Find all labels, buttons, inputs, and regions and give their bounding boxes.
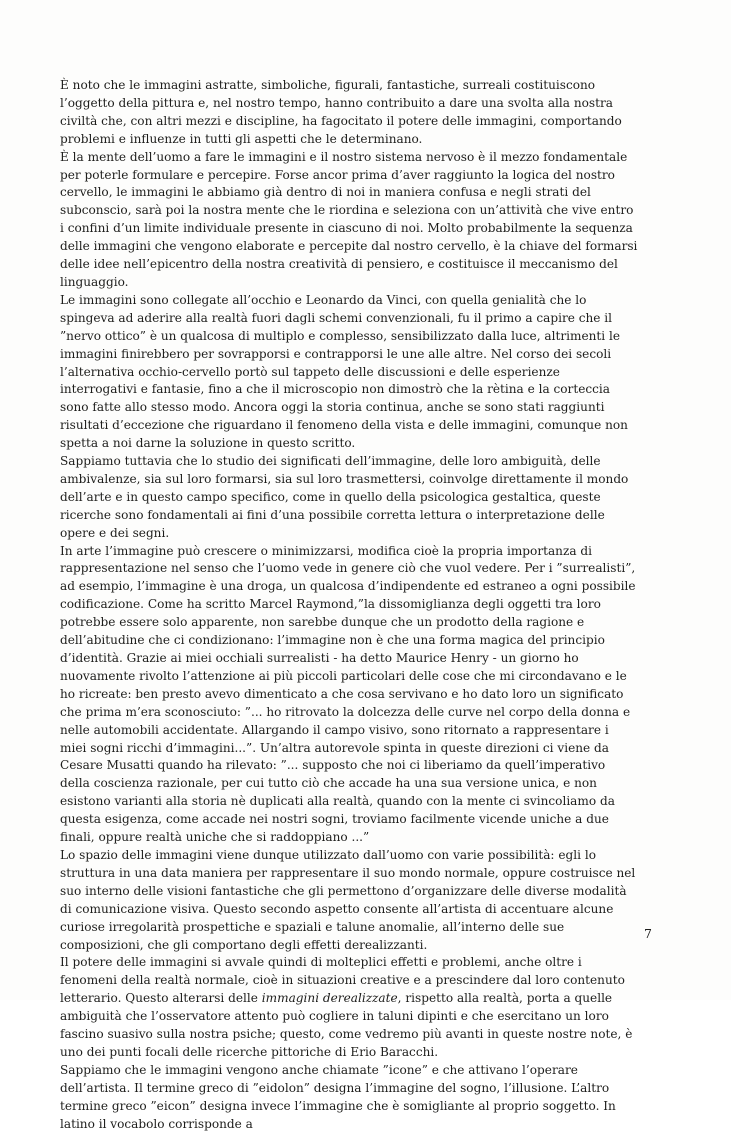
paragraph-1: È noto che le immagini astratte, simboliche, figurali, fantastiche, surreali costituiscono l’oggetto della pittura e, nel nostro tempo, hanno contribuito a dare una svolta alla nostra civiltà che, con altri mezzi e discipline, ha fagocitato il potere delle immagini, comportando problemi e influenze in tutti gli aspetti che le determinano. — [60, 78, 622, 146]
paragraph-8: Sappiamo che le immagini vengono anche chiamate ”icone” e che attivano l’operare dell’artista. Il termine greco di ”eidolon” designa l’immagine del sogno, l’illusione. L’altro termine greco ”eicon” designa invece l’immagine che è somigliante al proprio soggetto. In latino il vocabolo corrisponde a — [60, 1062, 616, 1131]
italic-phrase: immagini derealizzate — [261, 991, 398, 1006]
paragraph-5: In arte l’immagine può crescere o minimizzarsi, modifica cioè la propria importanza di rappresentazione nel senso che l’uomo vede in genere ciò che vuol vedere. Per i ”surrealisti”, ad esempio, l’immagine è una droga, un qualcosa d’indipendente ed estraneo a ogni possibile codificazione. Come ha scritto Marcel Raymond,”la dissomiglianza degli oggetti tra loro potrebbe essere solo apparente, non sarebbe dunque che un prodotto della ragione e dell’abitudine che ci condizionano: l’immagine non è che una forma magica del principio d’identità. Grazie ai miei occhiali surrealisti - ha detto Maurice Henry - un giorno ho nuovamente rivolto l’attenzione ai più piccoli particolari delle cose che mi circondavano e le ho ricreate: ben presto avevo dimenticato a che cosa servivano e ho dato loro un significato che prima m’era sconosciuto: ”... ho ritrovato la dolcezza delle curve nel corpo della donna e nelle automobili accidentate. Allargando il campo visivo, sono ritornato a rappresentare i miei sogni ricchi d’immagini...”. Un’altra autorevole spinta in queste direzioni ci viene da Cesare Musatti quando ha rilevato: ”... supposto che noi ci liberiamo da quell’imperativo della coscienza razionale, per cui tutto ciò che accade ha una sua versione unica, e non esistono varianti alla storia nè duplicati alla realtà, quando con la mente ci svincoliamo da questa esigenza, come accade nei nostri sogni, troviamo facilmente vicende uniche a due finali, oppure realtà uniche che si raddoppiano ...” — [60, 543, 636, 845]
paragraph-7: Il potere delle immagini si avvale quindi di molteplici effetti e problemi, anche oltre i fenomeni della realtà normale, cioè in situazioni creative e a prescindere dal loro contenuto letterario. Questo alterarsi delle immagini derealizzate, rispetto alla realtà, porta a quelle ambiguità che l’osservatore attento può cogliere in taluni dipinti e che esercitano un loro fascino suasivo sulla nostra psiche; questo, come vedremo più avanti in queste nostre note, è uno dei punti focali delle ricerche pittoriche di Erio Baracchi. — [60, 955, 633, 1059]
paragraph-2: È la mente dell’uomo a fare le immagini e il nostro sistema nervoso è il mezzo fondamentale per poterle formulare e percepire. Forse ancor prima d’aver raggiunto la logica del nostro cervello, le immagini le abbiamo già dentro di noi in maniera confusa e negli strati del subconscio, sarà poi la nostra mente che le riordina e seleziona con un’attività che vive entro i confini d’un limite individuale presente in ciascuno di noi. Molto probabilmente la sequenza delle immagini che vengono elaborate e percepite dal nostro cervello, è la chiave del formarsi delle idee nell’epicentro della nostra creatività di pensiero, e costituisce il meccanismo del linguaggio. — [60, 149, 638, 289]
body-text — [60, 77, 638, 1133]
paragraph-3: Le immagini sono collegate all’occhio e Leonardo da Vinci, con quella genialità che lo spingeva ad aderire alla realtà fuori dagli schemi convenzionali, fu il primo a capire che il ”nervo ottico” è un qualcosa di multiplo e complesso, sensibilizzato dalla luce, altrimenti le immagini finirebbero per sovrapporsi e contrapporsi le une alle altre. Nel corso dei secoli l’alternativa occhio-cervello portò sul tappeto delle discussioni e delle esperienze interrogativi e fantasie, fino a che il microscopio non dimostrò che la rètina e la corteccia sono fatte allo stesso modo. Ancora oggi la storia continua, anche se sono stati raggiunti risultati d’eccezione che riguardano il fenomeno della vista e delle immagini, comunque non spetta a noi darne la soluzione in questo scritto. — [60, 292, 628, 451]
paragraph-4: Sappiamo tuttavia che lo studio dei significati dell’immagine, delle loro ambiguità, delle ambivalenze, sia sul loro formarsi, sia sul loro trasmettersi, coinvolge direttamente il mondo dell’arte e in questo campo specifico, come in quello della psicologica gestaltica, queste ricerche sono fondamentali ai fini d’una possibile corretta lettura o interpretazione delle opere e dei segni. — [60, 454, 629, 540]
page-number: 7 — [644, 926, 652, 941]
paragraph-6: Lo spazio delle immagini viene dunque utilizzato dall’uomo con varie possibilità: egli lo struttura in una data maniera per rappresentare il suo mondo normale, oppure costruisce nel suo interno delle visioni fantastiche che gli permettono d’organizzare delle diverse modalità di comunicazione visiva. Questo secondo aspetto consente all’artista di accentuare alcune curiose irregolarità prospettiche e spaziali e talune anomalie, all’interno delle sue composizioni, che gli comportano degli effetti derealizzanti. — [60, 847, 636, 952]
